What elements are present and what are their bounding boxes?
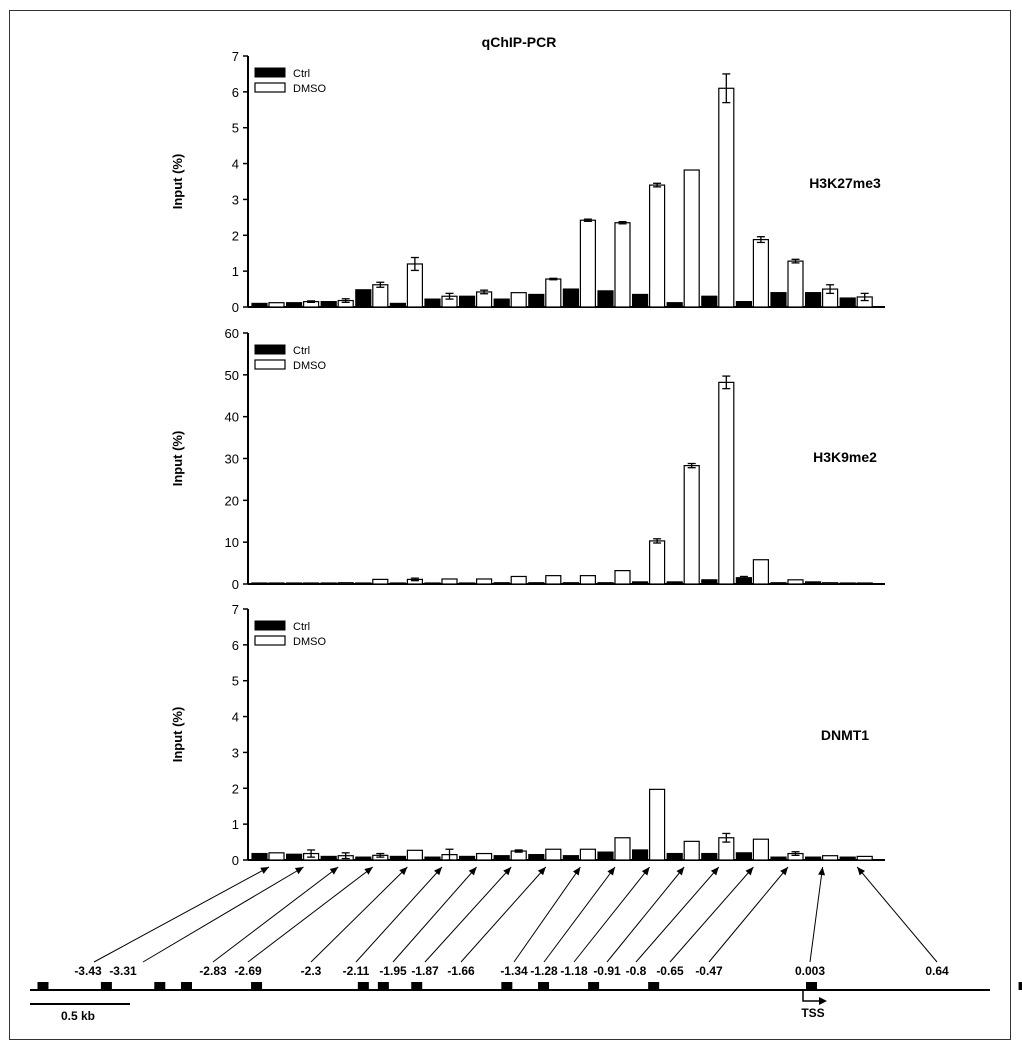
arrow-head: [295, 867, 304, 874]
legend-swatch-dmso: [255, 360, 285, 369]
bar-ctrl: [287, 583, 302, 584]
bar-ctrl: [563, 583, 578, 584]
bar-dmso: [580, 849, 595, 860]
bar-dmso: [546, 576, 561, 584]
chart-panel-dnmt1: [170, 602, 885, 868]
bar-ctrl: [252, 854, 267, 860]
bar-ctrl: [840, 857, 855, 860]
position-label: -2.83: [199, 964, 227, 978]
primer-site: [101, 982, 112, 990]
connector-arrow: [636, 867, 719, 962]
connector-arrow: [356, 867, 442, 962]
bar-ctrl: [460, 296, 475, 307]
arrow-head: [642, 867, 650, 875]
connector-arrow: [248, 867, 373, 962]
bar-dmso: [580, 220, 595, 307]
bar-dmso: [615, 838, 630, 860]
position-label: -3.31: [109, 964, 137, 978]
legend-swatch-ctrl: [255, 345, 285, 354]
legend-label-dmso: DMSO: [293, 83, 326, 95]
bar-dmso: [269, 583, 284, 584]
bar-dmso: [753, 839, 768, 860]
chart-panel-h3k27me3: [170, 49, 885, 315]
primer-site: [538, 982, 549, 990]
position-label: -0.8: [625, 964, 647, 978]
bar-ctrl: [736, 302, 751, 307]
y-tick-label: 2: [231, 228, 239, 244]
bar-ctrl: [494, 583, 509, 584]
bar-dmso: [580, 576, 595, 584]
bar-ctrl: [771, 293, 786, 307]
bar-dmso: [615, 223, 630, 307]
position-label: -1.28: [530, 964, 558, 978]
position-label: 0.64: [925, 964, 949, 978]
bar-dmso: [650, 185, 665, 307]
bar-ctrl: [390, 583, 405, 584]
bar-ctrl: [633, 850, 648, 860]
bar-ctrl: [321, 583, 336, 584]
arrow-head: [364, 867, 372, 875]
bar-ctrl: [806, 293, 821, 307]
bar-ctrl: [321, 302, 336, 307]
connector-arrow: [857, 867, 937, 962]
y-tick-label: 60: [224, 326, 239, 341]
primer-site: [154, 982, 165, 990]
primer-site: [501, 982, 512, 990]
bar-ctrl: [667, 303, 682, 307]
y-axis-label: Input (%): [170, 153, 185, 210]
bar-ctrl: [806, 582, 821, 584]
y-tick-label: 5: [231, 120, 239, 136]
bar-ctrl: [529, 855, 544, 860]
legend-label-ctrl: Ctrl: [293, 621, 311, 633]
bar-ctrl: [598, 583, 613, 584]
y-axis-label: Input (%): [170, 706, 185, 763]
bar-ctrl: [667, 582, 682, 584]
connector-arrow: [670, 867, 753, 962]
bar-ctrl: [771, 583, 786, 584]
chart-panel-h3k9me2: [170, 326, 885, 592]
bar-dmso: [269, 303, 284, 307]
arrow-head: [607, 867, 615, 876]
primer-site: [806, 982, 817, 990]
y-axis-label: Input (%): [170, 430, 185, 487]
bar-dmso: [857, 583, 872, 584]
bar-dmso: [442, 579, 457, 584]
bar-dmso: [546, 279, 561, 307]
bar-dmso: [304, 583, 319, 584]
y-tick-label: 30: [224, 451, 239, 467]
bar-ctrl: [702, 580, 717, 584]
bar-dmso: [615, 571, 630, 584]
bar-ctrl: [840, 583, 855, 584]
y-tick-label: 20: [224, 493, 239, 509]
panel-label: H3K27me3: [809, 175, 881, 191]
bar-dmso: [477, 579, 492, 584]
connector-arrow: [213, 867, 338, 962]
primer-site: [378, 982, 389, 990]
legend-label-ctrl: Ctrl: [293, 345, 311, 357]
bar-ctrl: [633, 582, 648, 584]
connector-arrow: [461, 867, 546, 962]
bar-ctrl: [390, 856, 405, 860]
bar-ctrl: [667, 854, 682, 860]
legend-swatch-dmso: [255, 83, 285, 92]
position-label: -3.43: [74, 964, 102, 978]
bar-dmso: [373, 579, 388, 584]
bar-dmso: [684, 170, 699, 307]
bar-dmso: [511, 576, 526, 584]
bar-ctrl: [702, 854, 717, 860]
bar-dmso: [650, 789, 665, 860]
y-tick-label: 6: [231, 637, 239, 653]
primer-site: [1019, 982, 1022, 990]
bar-dmso: [788, 580, 803, 584]
bar-ctrl: [356, 583, 371, 584]
bar-ctrl: [806, 857, 821, 860]
bar-dmso: [719, 88, 734, 307]
y-tick-label: 7: [231, 49, 239, 64]
bar-ctrl: [702, 296, 717, 307]
y-tick-label: 40: [224, 409, 239, 425]
primer-site: [648, 982, 659, 990]
connector-arrow: [544, 867, 615, 962]
bar-ctrl: [460, 856, 475, 860]
primer-site: [37, 982, 48, 990]
position-label: 0.003: [794, 964, 826, 978]
arrow-head: [818, 867, 825, 875]
y-tick-label: 0: [231, 577, 239, 592]
position-label: -1.87: [411, 964, 439, 978]
legend-swatch-ctrl: [255, 621, 285, 630]
bar-ctrl: [736, 853, 751, 860]
position-label: -2.11: [342, 964, 370, 978]
bar-dmso: [823, 583, 838, 584]
connector-arrow: [94, 867, 269, 962]
tss-arrow: [803, 990, 821, 1001]
scale-bar-label: 0.5 kb: [60, 1009, 96, 1023]
bar-ctrl: [598, 852, 613, 860]
y-tick-label: 6: [231, 84, 239, 100]
arrow-head: [780, 867, 788, 875]
bar-ctrl: [356, 857, 371, 860]
primer-site: [588, 982, 599, 990]
bar-dmso: [477, 854, 492, 860]
bar-dmso: [511, 293, 526, 307]
connector-arrow: [425, 867, 511, 962]
bar-dmso: [753, 240, 768, 307]
arrow-head: [857, 867, 865, 875]
legend-label-ctrl: Ctrl: [293, 68, 311, 80]
bar-ctrl: [321, 856, 336, 860]
y-tick-label: 2: [231, 781, 239, 797]
bar-ctrl: [529, 583, 544, 584]
position-label: -1.95: [379, 964, 407, 978]
arrow-head: [676, 867, 684, 875]
arrow-head: [573, 867, 580, 876]
bar-ctrl: [390, 303, 405, 307]
bar-ctrl: [425, 583, 440, 584]
panel-label: DNMT1: [820, 727, 870, 743]
bar-dmso: [788, 261, 803, 307]
primer-site: [181, 982, 192, 990]
connector-arrow: [514, 867, 580, 962]
bar-dmso: [650, 541, 665, 584]
bar-ctrl: [598, 291, 613, 307]
y-tick-label: 3: [231, 192, 239, 208]
bar-ctrl: [494, 856, 509, 860]
position-label: -1.66: [447, 964, 475, 978]
bar-dmso: [719, 382, 734, 584]
bar-dmso: [857, 856, 872, 860]
bar-dmso: [546, 849, 561, 860]
bar-dmso: [338, 583, 353, 584]
legend-swatch-dmso: [255, 636, 285, 645]
position-label: -1.18: [560, 964, 588, 978]
bar-dmso: [407, 850, 422, 860]
bar-ctrl: [287, 854, 302, 860]
tss-label: TSS: [801, 1006, 825, 1020]
bar-ctrl: [840, 298, 855, 307]
bar-dmso: [269, 853, 284, 860]
position-label: -2.69: [234, 964, 262, 978]
connector-arrow: [574, 867, 650, 962]
bar-dmso: [684, 466, 699, 584]
primer-site: [411, 982, 422, 990]
connector-arrow: [143, 867, 304, 962]
bar-ctrl: [633, 294, 648, 307]
y-tick-label: 10: [224, 535, 239, 551]
y-tick-label: 50: [224, 367, 239, 383]
bar-ctrl: [529, 294, 544, 307]
position-label: -0.65: [656, 964, 684, 978]
connector-arrow: [393, 867, 477, 962]
connector-arrow: [810, 867, 823, 962]
bar-dmso: [684, 841, 699, 860]
legend-swatch-ctrl: [255, 68, 285, 77]
y-tick-label: 1: [231, 264, 239, 280]
tss-arrow-head: [819, 997, 827, 1005]
y-tick-label: 0: [231, 300, 239, 315]
connector-arrow: [709, 867, 788, 962]
bar-ctrl: [425, 857, 440, 860]
position-label: -1.34: [500, 964, 528, 978]
bar-dmso: [373, 285, 388, 307]
bar-ctrl: [356, 290, 371, 307]
y-tick-label: 4: [231, 709, 239, 725]
bar-ctrl: [563, 289, 578, 307]
bar-ctrl: [460, 583, 475, 584]
position-label: -2.3: [300, 964, 322, 978]
bar-ctrl: [287, 303, 302, 307]
figure-title: qChIP-PCR: [481, 34, 557, 50]
y-tick-label: 1: [231, 817, 239, 833]
bar-dmso: [823, 856, 838, 860]
y-tick-label: 7: [231, 602, 239, 617]
position-label: -0.47: [695, 964, 723, 978]
bar-ctrl: [771, 857, 786, 860]
bar-ctrl: [494, 299, 509, 307]
y-tick-label: 3: [231, 745, 239, 761]
primer-site: [251, 982, 262, 990]
connector-arrow: [607, 867, 684, 962]
y-tick-label: 4: [231, 156, 239, 172]
bar-ctrl: [252, 303, 267, 307]
connector-arrow: [311, 867, 407, 962]
legend-label-dmso: DMSO: [293, 360, 326, 372]
legend-label-dmso: DMSO: [293, 636, 326, 648]
primer-site: [358, 982, 369, 990]
panel-label: H3K9me2: [813, 449, 877, 465]
bar-ctrl: [252, 583, 267, 584]
bar-dmso: [753, 560, 768, 584]
bar-ctrl: [563, 856, 578, 860]
y-tick-label: 5: [231, 673, 239, 689]
bar-ctrl: [425, 299, 440, 307]
arrow-head: [330, 867, 338, 875]
y-tick-label: 0: [231, 853, 239, 868]
position-label: -0.91: [593, 964, 621, 978]
